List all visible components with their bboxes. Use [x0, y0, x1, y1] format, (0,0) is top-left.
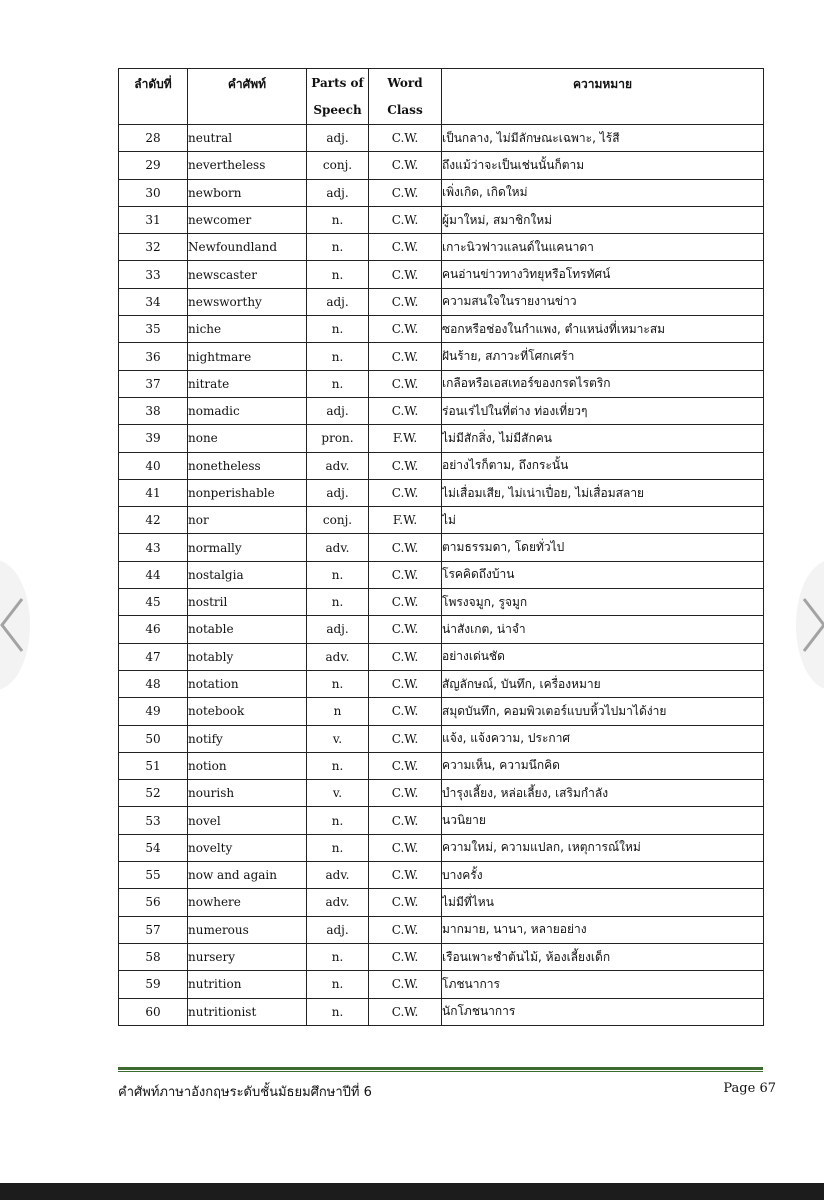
row-word: newscaster — [188, 261, 307, 288]
row-meaning: เพิ่งเกิด, เกิดใหม่ — [442, 179, 764, 206]
row-number: 39 — [119, 425, 188, 452]
row-word-class: C.W. — [369, 397, 442, 424]
row-meaning: สมุดบันทึก, คอมพิวเตอร์แบบหิ้วไปมาได้ง่าย — [442, 698, 764, 725]
row-meaning: น่าสังเกต, น่าจำ — [442, 616, 764, 643]
row-meaning: ความเห็น, ความนึกคิด — [442, 752, 764, 779]
bottom-bar — [0, 1183, 824, 1200]
row-number: 35 — [119, 316, 188, 343]
row-word: nostalgia — [188, 561, 307, 588]
row-part-of-speech: n. — [307, 943, 369, 970]
table-row — [119, 206, 764, 233]
row-part-of-speech: n. — [307, 316, 369, 343]
table-row — [119, 725, 764, 752]
row-word-class: C.W. — [369, 370, 442, 397]
row-number: 49 — [119, 698, 188, 725]
vocabulary-table — [118, 68, 764, 1026]
row-word: nonperishable — [188, 479, 307, 506]
row-part-of-speech: n. — [307, 343, 369, 370]
row-number: 48 — [119, 670, 188, 697]
row-part-of-speech: adj. — [307, 479, 369, 506]
row-number: 36 — [119, 343, 188, 370]
row-number: 32 — [119, 234, 188, 261]
row-word: nonetheless — [188, 452, 307, 479]
row-word-class: C.W. — [369, 316, 442, 343]
row-word-class: C.W. — [369, 261, 442, 288]
row-meaning: ไม่ — [442, 507, 764, 534]
row-number: 40 — [119, 452, 188, 479]
table-row — [119, 561, 764, 588]
table-row — [119, 397, 764, 424]
row-word-class: C.W. — [369, 534, 442, 561]
row-number: 47 — [119, 643, 188, 670]
table-row — [119, 943, 764, 970]
chevron-right-icon — [802, 595, 824, 655]
table-row — [119, 916, 764, 943]
row-word-class: C.W. — [369, 206, 442, 233]
row-word-class: C.W. — [369, 561, 442, 588]
row-meaning: ไม่มีสักสิ่ง, ไม่มีสักคน — [442, 425, 764, 452]
header-number: ลำดับที่ — [119, 69, 188, 125]
table-row — [119, 643, 764, 670]
table-row — [119, 425, 764, 452]
row-meaning: โพรงจมูก, รูจมูก — [442, 589, 764, 616]
row-word-class: C.W. — [369, 698, 442, 725]
row-word: notebook — [188, 698, 307, 725]
chevron-left-icon — [0, 595, 24, 655]
row-number: 38 — [119, 397, 188, 424]
row-word-class: C.W. — [369, 752, 442, 779]
row-meaning: โภชนาการ — [442, 971, 764, 998]
row-word: notably — [188, 643, 307, 670]
row-part-of-speech: adv. — [307, 889, 369, 916]
row-part-of-speech: adj. — [307, 397, 369, 424]
row-meaning: มากมาย, นานา, หลายอย่าง — [442, 916, 764, 943]
row-word-class: C.W. — [369, 343, 442, 370]
row-word: nowhere — [188, 889, 307, 916]
row-word: Newfoundland — [188, 234, 307, 261]
row-word-class: C.W. — [369, 643, 442, 670]
row-number: 29 — [119, 152, 188, 179]
table-row — [119, 834, 764, 861]
row-word: nevertheless — [188, 152, 307, 179]
row-meaning: บางครั้ง — [442, 862, 764, 889]
footer-title: คำศัพท์ภาษาอังกฤษระดับชั้นมัธยมศึกษาปีที่ 6 — [118, 1085, 372, 1100]
row-part-of-speech: adv. — [307, 452, 369, 479]
row-meaning: นวนิยาย — [442, 807, 764, 834]
row-word-class: F.W. — [369, 425, 442, 452]
row-meaning: อย่างเด่นชัด — [442, 643, 764, 670]
header-parts-of-speech — [307, 69, 369, 125]
row-number: 34 — [119, 288, 188, 315]
row-meaning: ความใหม่, ความแปลก, เหตุการณ์ใหม่ — [442, 834, 764, 861]
row-number: 31 — [119, 206, 188, 233]
row-word: nutritionist — [188, 998, 307, 1025]
table-row — [119, 589, 764, 616]
row-number: 45 — [119, 589, 188, 616]
row-word: newcomer — [188, 206, 307, 233]
header-cls-line1: Word — [387, 75, 423, 90]
row-word: newsworthy — [188, 288, 307, 315]
row-number: 37 — [119, 370, 188, 397]
table-row — [119, 288, 764, 315]
table-row — [119, 179, 764, 206]
row-number: 55 — [119, 862, 188, 889]
row-meaning: ฝันร้าย, สภาวะที่โศกเศร้า — [442, 343, 764, 370]
table-row — [119, 998, 764, 1025]
row-meaning: แจ้ง, แจ้งความ, ประกาศ — [442, 725, 764, 752]
row-meaning: ร่อนเร่ไปในที่ต่าง ท่องเที่ยวๆ — [442, 397, 764, 424]
header-word-class — [369, 69, 442, 125]
row-part-of-speech: n. — [307, 752, 369, 779]
row-number: 51 — [119, 752, 188, 779]
row-part-of-speech: n. — [307, 834, 369, 861]
row-meaning: เป็นกลาง, ไม่มีลักษณะเฉพาะ, ไร้สี — [442, 125, 764, 152]
table-row — [119, 889, 764, 916]
row-part-of-speech: n. — [307, 807, 369, 834]
row-part-of-speech: n. — [307, 370, 369, 397]
row-meaning: ซอกหรือช่องในกำแพง, ตำแหน่งที่เหมาะสม — [442, 316, 764, 343]
table-row — [119, 370, 764, 397]
row-number: 44 — [119, 561, 188, 588]
row-meaning: ตามธรรมดา, โดยทั่วไป — [442, 534, 764, 561]
row-word-class: C.W. — [369, 834, 442, 861]
row-word: none — [188, 425, 307, 452]
row-number: 50 — [119, 725, 188, 752]
row-word: nostril — [188, 589, 307, 616]
table-row — [119, 534, 764, 561]
table-row — [119, 752, 764, 779]
row-word-class: C.W. — [369, 780, 442, 807]
row-word-class: C.W. — [369, 998, 442, 1025]
row-meaning: สัญลักษณ์, บันทึก, เครื่องหมาย — [442, 670, 764, 697]
row-part-of-speech: conj. — [307, 507, 369, 534]
row-word: nitrate — [188, 370, 307, 397]
table-row — [119, 261, 764, 288]
table-row — [119, 479, 764, 506]
row-meaning: ผู้มาใหม่, สมาชิกใหม่ — [442, 206, 764, 233]
row-number: 33 — [119, 261, 188, 288]
row-number: 43 — [119, 534, 188, 561]
row-meaning: เรือนเพาะชำต้นไม้, ห้องเลี้ยงเด็ก — [442, 943, 764, 970]
row-word: numerous — [188, 916, 307, 943]
row-number: 52 — [119, 780, 188, 807]
row-word-class: C.W. — [369, 916, 442, 943]
row-part-of-speech: adv. — [307, 534, 369, 561]
table-row — [119, 862, 764, 889]
row-number: 53 — [119, 807, 188, 834]
row-word-class: C.W. — [369, 862, 442, 889]
row-part-of-speech: n. — [307, 261, 369, 288]
previous-page-button[interactable] — [0, 560, 30, 690]
row-number: 28 — [119, 125, 188, 152]
row-number: 30 — [119, 179, 188, 206]
row-word-class: C.W. — [369, 125, 442, 152]
row-word: niche — [188, 316, 307, 343]
row-word-class: C.W. — [369, 479, 442, 506]
table-row — [119, 316, 764, 343]
row-part-of-speech: v. — [307, 725, 369, 752]
header-meaning: ความหมาย — [442, 69, 764, 125]
table-row — [119, 971, 764, 998]
row-part-of-speech: n. — [307, 670, 369, 697]
table-row — [119, 807, 764, 834]
row-word: neutral — [188, 125, 307, 152]
row-part-of-speech: v. — [307, 780, 369, 807]
row-part-of-speech: adj. — [307, 125, 369, 152]
row-word: notable — [188, 616, 307, 643]
row-word: now and again — [188, 862, 307, 889]
table-row — [119, 780, 764, 807]
row-number: 46 — [119, 616, 188, 643]
row-word-class: F.W. — [369, 507, 442, 534]
table-row — [119, 343, 764, 370]
row-meaning: บำรุงเลี้ยง, หล่อเลี้ยง, เสริมกำลัง — [442, 780, 764, 807]
row-meaning: เกาะนิวฟาวแลนด์ในแคนาดา — [442, 234, 764, 261]
row-word-class: C.W. — [369, 288, 442, 315]
row-word-class: C.W. — [369, 725, 442, 752]
table-row — [119, 670, 764, 697]
row-meaning: โรคคิดถึงบ้าน — [442, 561, 764, 588]
header-pos-line1: Parts of — [311, 75, 364, 90]
row-word: notation — [188, 670, 307, 697]
row-word: normally — [188, 534, 307, 561]
row-word: newborn — [188, 179, 307, 206]
row-meaning: ไม่มีที่ไหน — [442, 889, 764, 916]
table-row — [119, 152, 764, 179]
table-header-row — [119, 69, 764, 125]
row-word-class: C.W. — [369, 670, 442, 697]
row-number: 59 — [119, 971, 188, 998]
header-cls-line2: Class — [387, 102, 423, 117]
row-part-of-speech: n. — [307, 561, 369, 588]
row-meaning: อย่างไรก็ตาม, ถึงกระนั้น — [442, 452, 764, 479]
row-part-of-speech: n. — [307, 998, 369, 1025]
row-word: notify — [188, 725, 307, 752]
row-part-of-speech: n — [307, 698, 369, 725]
table-row — [119, 452, 764, 479]
row-part-of-speech: adj. — [307, 288, 369, 315]
row-part-of-speech: conj. — [307, 152, 369, 179]
row-word-class: C.W. — [369, 234, 442, 261]
row-meaning: ถึงแม้ว่าจะเป็นเช่นนั้นก็ตาม — [442, 152, 764, 179]
row-word: nourish — [188, 780, 307, 807]
row-number: 56 — [119, 889, 188, 916]
row-part-of-speech: n. — [307, 589, 369, 616]
footer-rule-thick — [118, 1067, 763, 1070]
row-word: notion — [188, 752, 307, 779]
row-word: nursery — [188, 943, 307, 970]
row-word-class: C.W. — [369, 889, 442, 916]
table-row — [119, 616, 764, 643]
row-number: 57 — [119, 916, 188, 943]
row-part-of-speech: n. — [307, 971, 369, 998]
row-word: novelty — [188, 834, 307, 861]
row-part-of-speech: adj. — [307, 916, 369, 943]
row-word-class: C.W. — [369, 152, 442, 179]
row-meaning: ความสนใจในรายงานข่าว — [442, 288, 764, 315]
row-meaning: ไม่เสื่อมเสีย, ไม่เน่าเปื่อย, ไม่เสื่อมสลาย — [442, 479, 764, 506]
page-number: Page 67 — [723, 1081, 776, 1096]
row-number: 54 — [119, 834, 188, 861]
row-word-class: C.W. — [369, 179, 442, 206]
row-word-class: C.W. — [369, 807, 442, 834]
row-meaning: นักโภชนาการ — [442, 998, 764, 1025]
row-word-class: C.W. — [369, 943, 442, 970]
row-word: nutrition — [188, 971, 307, 998]
row-number: 60 — [119, 998, 188, 1025]
row-word-class: C.W. — [369, 452, 442, 479]
row-word-class: C.W. — [369, 971, 442, 998]
header-pos-line2: Speech — [313, 102, 362, 117]
table-row — [119, 234, 764, 261]
row-number: 42 — [119, 507, 188, 534]
footer-rule-thin — [118, 1071, 763, 1072]
table-row — [119, 507, 764, 534]
row-part-of-speech: n. — [307, 234, 369, 261]
row-part-of-speech: adv. — [307, 643, 369, 670]
row-word: nomadic — [188, 397, 307, 424]
row-part-of-speech: adv. — [307, 862, 369, 889]
row-part-of-speech: adj. — [307, 179, 369, 206]
row-part-of-speech: n. — [307, 206, 369, 233]
row-part-of-speech: adj. — [307, 616, 369, 643]
row-word: nightmare — [188, 343, 307, 370]
row-part-of-speech: pron. — [307, 425, 369, 452]
row-word: nor — [188, 507, 307, 534]
next-page-button[interactable] — [796, 560, 824, 690]
header-word: คำศัพท์ — [188, 69, 307, 125]
table-row — [119, 125, 764, 152]
row-meaning: คนอ่านข่าวทางวิทยุหรือโทรทัศน์ — [442, 261, 764, 288]
row-number: 58 — [119, 943, 188, 970]
row-word: novel — [188, 807, 307, 834]
row-number: 41 — [119, 479, 188, 506]
table-row — [119, 698, 764, 725]
row-meaning: เกลือหรือเอสเทอร์ของกรดไรตริก — [442, 370, 764, 397]
row-word-class: C.W. — [369, 589, 442, 616]
row-word-class: C.W. — [369, 616, 442, 643]
